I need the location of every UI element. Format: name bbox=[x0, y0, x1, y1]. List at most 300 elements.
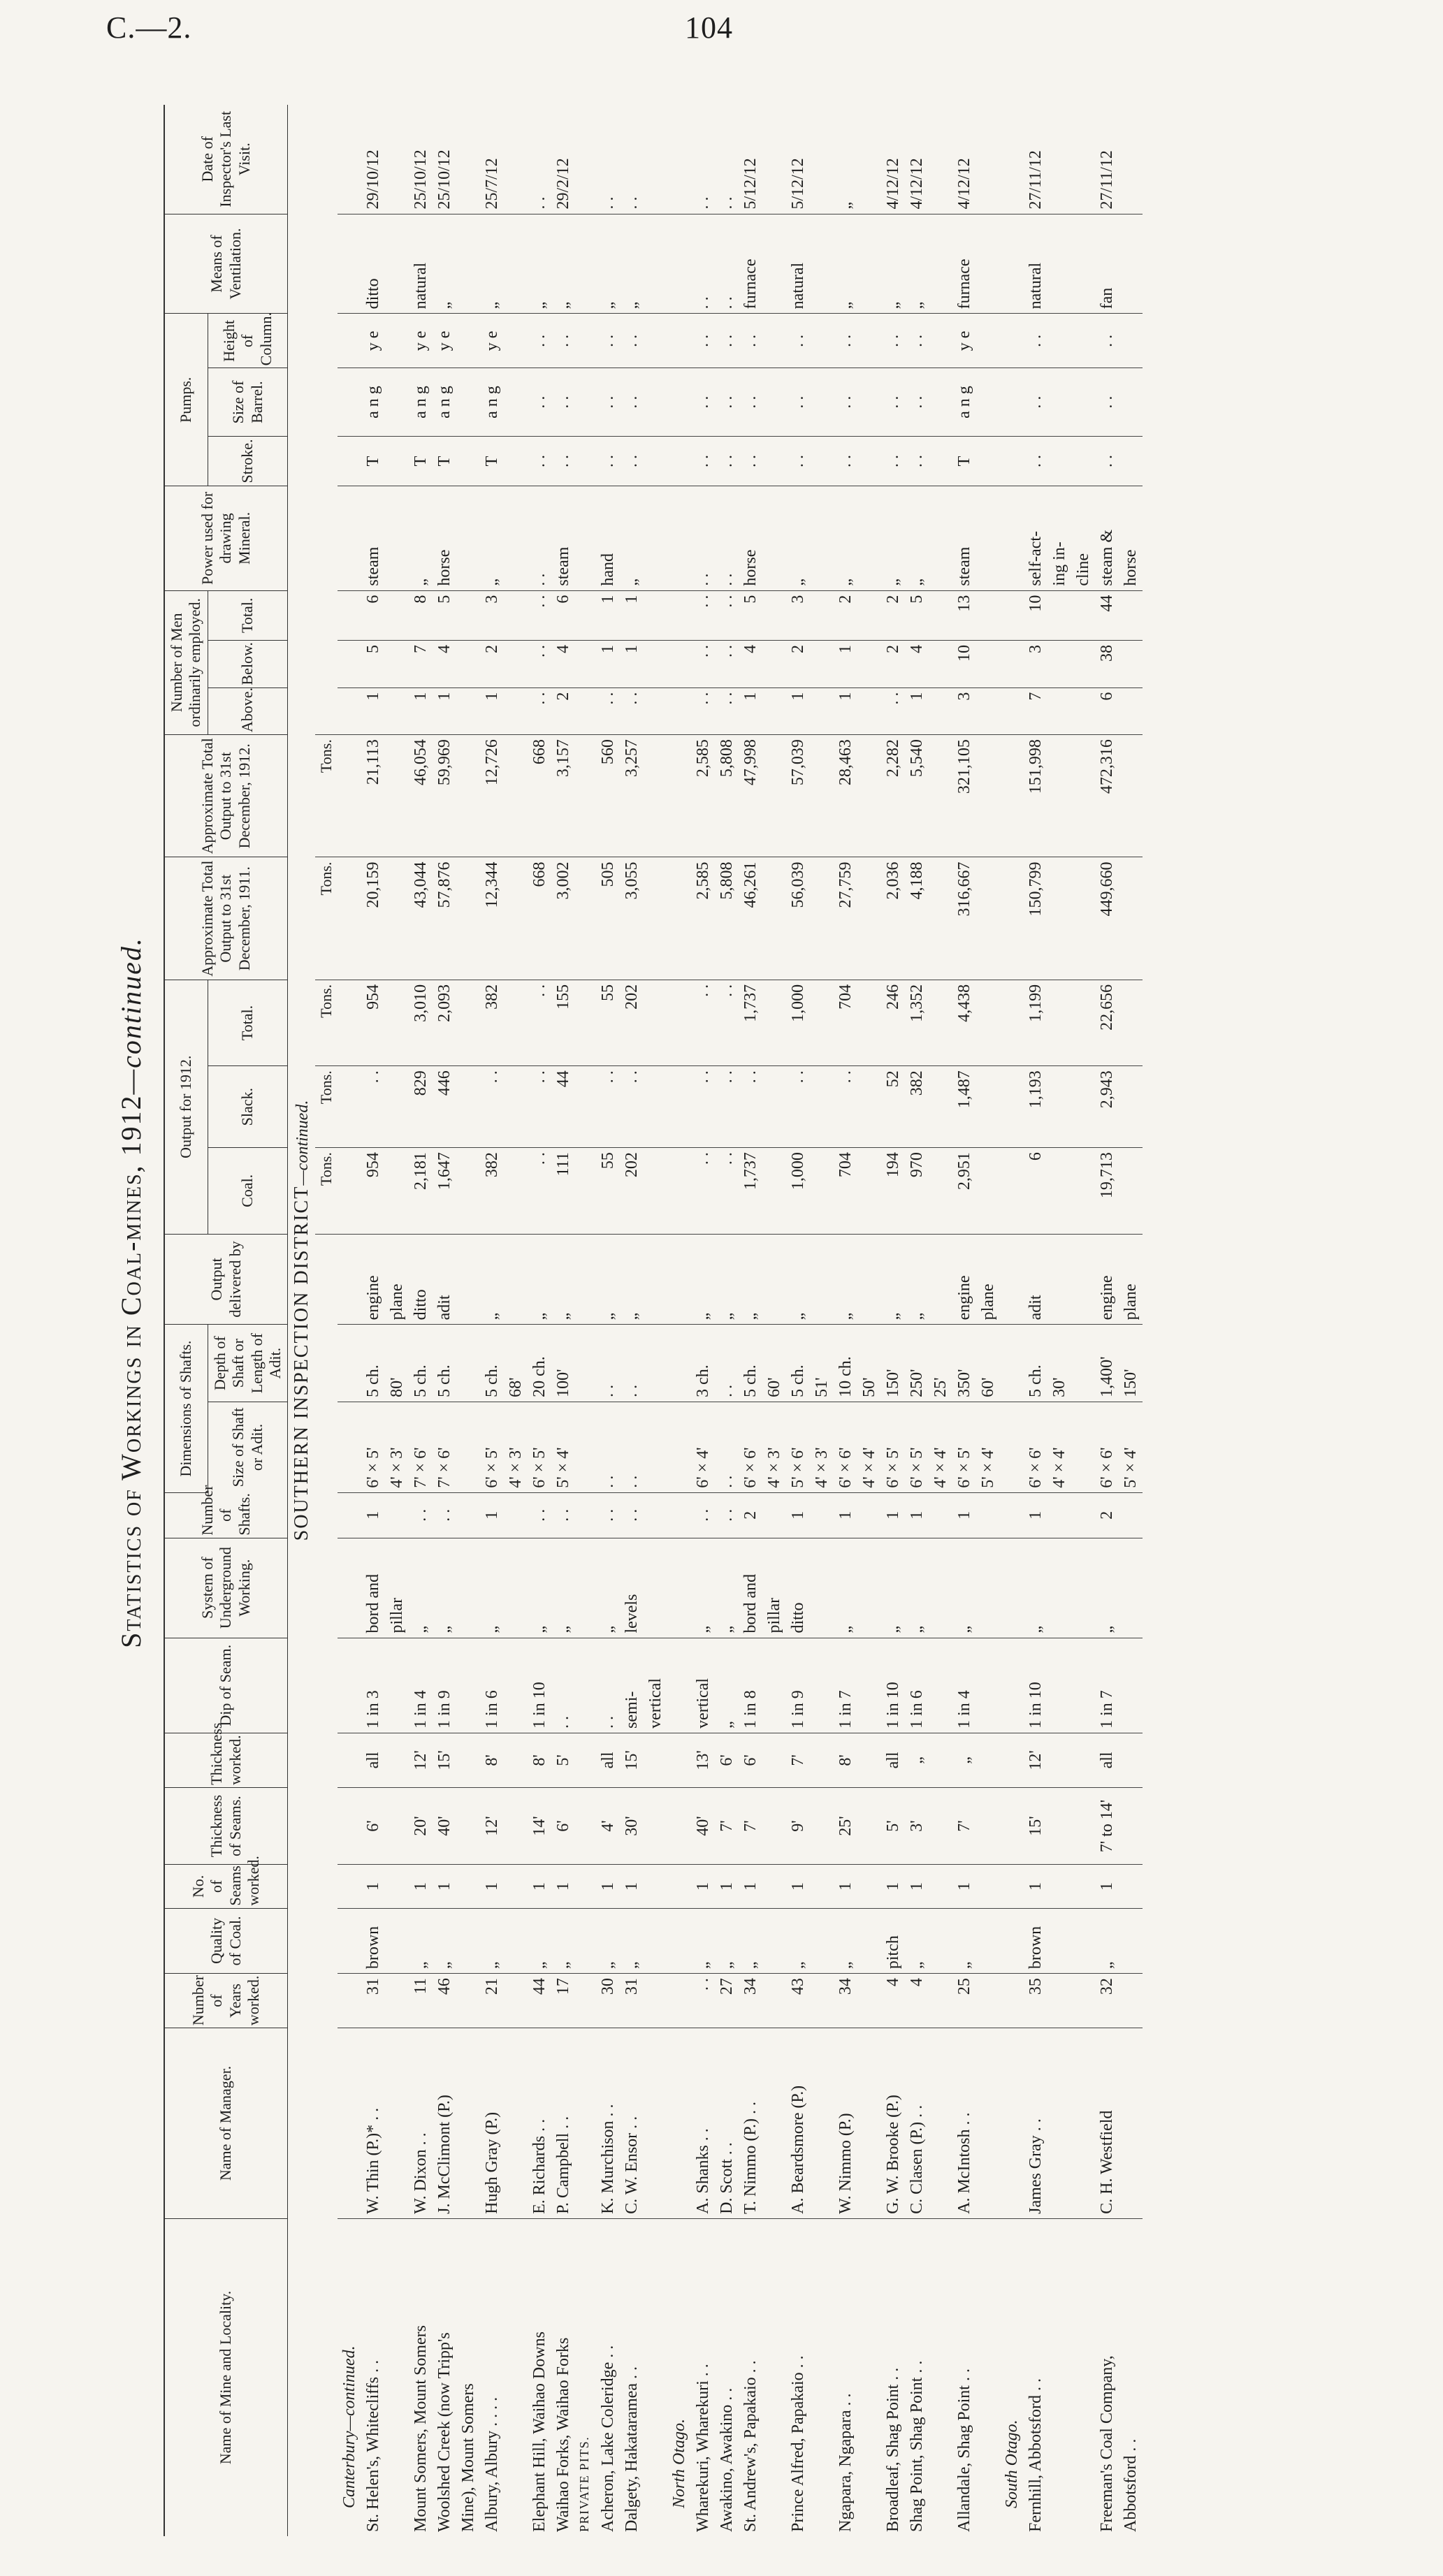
cell-years: 32 bbox=[1095, 1974, 1119, 2028]
cell-seams-worked: 1 bbox=[620, 1865, 644, 1908]
cell-visit: 27/11/12 bbox=[1095, 105, 1119, 214]
cell-thickness-seams: 20' bbox=[409, 1787, 433, 1864]
cell-thickness-seams bbox=[644, 1787, 667, 1864]
cell-quality bbox=[762, 1908, 786, 1974]
cell-delivered bbox=[810, 1234, 834, 1325]
cell-quality: „ bbox=[528, 1908, 551, 1974]
cell-men-total bbox=[1047, 590, 1071, 640]
table-row bbox=[786, 105, 810, 2536]
cell-thickness-worked: 13' bbox=[691, 1733, 715, 1787]
cell-coal bbox=[857, 1148, 881, 1234]
cell-mine-name: Prince Alfred, Papakaio . . bbox=[788, 2355, 807, 2532]
cell-mine-name: Broadleaf, Shag Point . . bbox=[883, 2367, 902, 2532]
cell-shafts: . . bbox=[596, 1492, 620, 1538]
cell-ventilation bbox=[762, 214, 786, 314]
empty-cell bbox=[575, 1974, 596, 2028]
cell-mine-name: Shag Point, Shag Point . . bbox=[907, 2360, 926, 2532]
cell-men-total: 6 bbox=[551, 590, 575, 640]
empty-cell bbox=[1000, 1234, 1024, 1325]
cell-stroke: . . bbox=[786, 436, 810, 486]
cell-above bbox=[504, 687, 528, 735]
cell-thickness-seams: 40' bbox=[433, 1787, 456, 1864]
empty-cell bbox=[575, 641, 596, 688]
col-shafts: Number of Shafts. bbox=[164, 1492, 288, 1538]
cell-power: cline bbox=[1071, 486, 1095, 590]
cell-above: . . bbox=[596, 687, 620, 735]
cell-barrel bbox=[762, 368, 786, 436]
cell-coal bbox=[456, 1148, 480, 1234]
table-row bbox=[810, 105, 834, 2536]
cell-out1912 bbox=[385, 735, 409, 857]
cell-shafts bbox=[810, 1492, 834, 1538]
table-row bbox=[1047, 105, 1071, 2536]
cell-seams-worked: 1 bbox=[905, 1865, 929, 1908]
cell-delivered: „ bbox=[905, 1234, 929, 1325]
cell-men-total: . . bbox=[691, 590, 715, 640]
cell-quality: „ bbox=[691, 1908, 715, 1974]
cell-slack: . . bbox=[739, 1066, 762, 1148]
cell-thickness-worked bbox=[504, 1733, 528, 1787]
cell-quality: pitch bbox=[881, 1908, 905, 1974]
cell-seams-worked: 1 bbox=[881, 1865, 905, 1908]
cell-thickness-seams bbox=[456, 1787, 480, 1864]
cell-mine-name: St. Helen's, Whitecliffs . . bbox=[363, 2359, 382, 2532]
empty-cell bbox=[667, 1787, 691, 1864]
cell-thickness-seams: 25' bbox=[834, 1787, 857, 1864]
cell-shafts: 1 bbox=[1024, 1492, 1047, 1538]
cell-stroke bbox=[929, 436, 952, 486]
cell-manager: James Gray . . bbox=[1024, 2028, 1047, 2219]
empty-cell bbox=[1000, 857, 1024, 980]
coal-mines-table bbox=[164, 105, 1143, 2536]
cell-visit bbox=[810, 105, 834, 214]
cell-shaft-depth: 5 ch. bbox=[480, 1325, 504, 1402]
cell-out1912 bbox=[456, 735, 480, 857]
table-row bbox=[952, 105, 976, 2536]
cell-system: „ bbox=[480, 1538, 504, 1638]
cell-barrel bbox=[810, 368, 834, 436]
cell-out1911: 316,667 bbox=[952, 857, 976, 980]
subheading-row bbox=[667, 105, 691, 2536]
cell-out1912: 12,726 bbox=[480, 735, 504, 857]
cell-above: 1 bbox=[361, 687, 385, 735]
cell-stroke: . . bbox=[1024, 436, 1047, 486]
cell-thickness-worked: 8' bbox=[528, 1733, 551, 1787]
cell-visit: 4/12/12 bbox=[881, 105, 905, 214]
cell-barrel bbox=[1119, 368, 1143, 436]
empty-cell bbox=[667, 2028, 691, 2219]
table-row bbox=[456, 105, 480, 2536]
cell-above: 1 bbox=[739, 687, 762, 735]
cell-slack: . . bbox=[715, 1066, 739, 1148]
col-seams-worked: No. of Seams worked. bbox=[164, 1865, 288, 1908]
subheading: PRIVATE PITS. bbox=[577, 2436, 591, 2532]
empty-cell bbox=[1000, 687, 1024, 735]
cell-below: . . bbox=[528, 641, 551, 688]
cell-thickness-worked: 15' bbox=[433, 1733, 456, 1787]
cell-seams-worked: 1 bbox=[1095, 1865, 1119, 1908]
cell-shaft-depth: . . bbox=[620, 1325, 644, 1402]
cell-dip bbox=[857, 1638, 881, 1733]
cell-column bbox=[976, 314, 1000, 368]
cell-barrel bbox=[644, 368, 667, 436]
cell-column: . . bbox=[1095, 314, 1119, 368]
cell-dip bbox=[762, 1638, 786, 1733]
cell-quality: „ bbox=[433, 1908, 456, 1974]
cell-shafts bbox=[456, 1492, 480, 1538]
cell-ventilation bbox=[929, 214, 952, 314]
cell-mine-name bbox=[857, 2218, 881, 2536]
cell-thickness-worked: all bbox=[596, 1733, 620, 1787]
cell-thickness-worked: 12' bbox=[409, 1733, 433, 1787]
cell-power bbox=[857, 486, 881, 590]
empty-cell bbox=[1000, 436, 1024, 486]
cell-column: . . bbox=[596, 314, 620, 368]
cell-visit bbox=[929, 105, 952, 214]
cell-system: bord and bbox=[739, 1538, 762, 1638]
cell-out1911 bbox=[976, 857, 1000, 980]
cell-above: . . bbox=[620, 687, 644, 735]
empty-cell bbox=[667, 486, 691, 590]
cell-system: bord and bbox=[361, 1538, 385, 1638]
cell-out1911: 57,876 bbox=[433, 857, 456, 980]
title-continued: —continued. bbox=[115, 937, 147, 1095]
empty-cell bbox=[667, 1638, 691, 1733]
empty-cell bbox=[575, 1325, 596, 1402]
cell-shaft-depth: 350' bbox=[952, 1325, 976, 1402]
cell-men-total bbox=[929, 590, 952, 640]
cell-visit: 4/12/12 bbox=[905, 105, 929, 214]
cell-out1911: 20,159 bbox=[361, 857, 385, 980]
cell-shaft-size: . . bbox=[715, 1402, 739, 1492]
cell-visit bbox=[976, 105, 1000, 214]
empty-cell bbox=[1000, 590, 1024, 640]
cell-quality bbox=[810, 1908, 834, 1974]
cell-shaft-depth: 5 ch. bbox=[786, 1325, 810, 1402]
cell-out1912: 321,105 bbox=[952, 735, 976, 857]
cell-thickness-seams: 15' bbox=[1024, 1787, 1047, 1864]
table-row bbox=[857, 105, 881, 2536]
cell-total: 246 bbox=[881, 980, 905, 1065]
cell-stroke: . . bbox=[551, 436, 575, 486]
cell-power: „ bbox=[786, 486, 810, 590]
cell-slack: 1,487 bbox=[952, 1066, 976, 1148]
cell-visit: . . bbox=[691, 105, 715, 214]
cell-shaft-size bbox=[1071, 1402, 1095, 1492]
cell-seams-worked bbox=[504, 1865, 528, 1908]
empty-cell bbox=[338, 2028, 361, 2219]
cell-shafts bbox=[1047, 1492, 1071, 1538]
cell-visit bbox=[385, 105, 409, 214]
cell-thickness-worked: 7' bbox=[786, 1733, 810, 1787]
cell-manager: W. Nimmo (P.) bbox=[834, 2028, 857, 2219]
empty-cell bbox=[667, 735, 691, 857]
empty-cell bbox=[338, 1538, 361, 1638]
empty-cell bbox=[575, 436, 596, 486]
cell-power bbox=[385, 486, 409, 590]
cell-below bbox=[976, 641, 1000, 688]
cell-ventilation: „ bbox=[528, 214, 551, 314]
cell-slack bbox=[857, 1066, 881, 1148]
cell-power: „ bbox=[480, 486, 504, 590]
cell-years: 21 bbox=[480, 1974, 504, 2028]
cell-system: „ bbox=[1024, 1538, 1047, 1638]
cell-barrel bbox=[1047, 368, 1071, 436]
empty-cell bbox=[338, 1234, 361, 1325]
cell-shafts: 2 bbox=[739, 1492, 762, 1538]
table-row bbox=[528, 105, 551, 2536]
cell-mine-name: Freeman's Coal Company, bbox=[1097, 2355, 1116, 2532]
cell-coal: 1,000 bbox=[786, 1148, 810, 1234]
cell-dip: 1 in 8 bbox=[739, 1638, 762, 1733]
units-row bbox=[315, 105, 338, 2536]
empty-cell bbox=[1000, 1492, 1024, 1538]
empty-cell bbox=[1000, 314, 1024, 368]
cell-coal bbox=[504, 1148, 528, 1234]
cell-men-total: 5 bbox=[739, 590, 762, 640]
cell-column bbox=[857, 314, 881, 368]
cell-coal: 2,951 bbox=[952, 1148, 976, 1234]
cell-column: y e bbox=[361, 314, 385, 368]
cell-mine-name bbox=[929, 2218, 952, 2536]
cell-out1911 bbox=[1071, 857, 1095, 980]
cell-stroke bbox=[976, 436, 1000, 486]
cell-dip bbox=[810, 1638, 834, 1733]
cell-above: 1 bbox=[786, 687, 810, 735]
cell-shafts: 2 bbox=[1095, 1492, 1119, 1538]
cell-barrel: . . bbox=[881, 368, 905, 436]
cell-thickness-seams: 7' to 14' bbox=[1095, 1787, 1119, 1864]
cell-delivered: adit bbox=[1024, 1234, 1047, 1325]
cell-delivered: engine bbox=[952, 1234, 976, 1325]
cell-shaft-depth: 150' bbox=[881, 1325, 905, 1402]
cell-shafts bbox=[857, 1492, 881, 1538]
cell-stroke bbox=[1047, 436, 1071, 486]
cell-shafts bbox=[1119, 1492, 1143, 1538]
empty-cell bbox=[1000, 486, 1024, 590]
cell-quality: „ bbox=[786, 1908, 810, 1974]
cell-visit: . . bbox=[528, 105, 551, 214]
cell-thickness-worked: „ bbox=[952, 1733, 976, 1787]
cell-quality: „ bbox=[834, 1908, 857, 1974]
cell-quality: „ bbox=[596, 1908, 620, 1974]
cell-barrel: . . bbox=[551, 368, 575, 436]
cell-out1912: 151,998 bbox=[1024, 735, 1047, 857]
cell-mine-name: Mine), Mount Somers bbox=[458, 2383, 477, 2532]
cell-stroke: T bbox=[480, 436, 504, 486]
cell-years bbox=[385, 1974, 409, 2028]
cell-dip: 1 in 7 bbox=[834, 1638, 857, 1733]
cell-ventilation bbox=[857, 214, 881, 314]
cell-out1912: 560 bbox=[596, 735, 620, 857]
col-size: Size of Shaft or Adit. bbox=[208, 1402, 288, 1492]
cell-thickness-seams bbox=[762, 1787, 786, 1864]
empty-cell bbox=[667, 1974, 691, 2028]
cell-below: 2 bbox=[480, 641, 504, 688]
cell-dip bbox=[1119, 1638, 1143, 1733]
cell-shafts bbox=[385, 1492, 409, 1538]
table-row bbox=[1071, 105, 1095, 2536]
cell-shaft-depth bbox=[1071, 1325, 1095, 1402]
cell-years bbox=[1047, 1974, 1071, 2028]
cell-out1911: 56,039 bbox=[786, 857, 810, 980]
empty-cell bbox=[338, 980, 361, 1065]
cell-quality: „ bbox=[952, 1908, 976, 1974]
cell-out1912: 59,969 bbox=[433, 735, 456, 857]
cell-seams-worked: 1 bbox=[786, 1865, 810, 1908]
cell-shaft-size: 4' × 3' bbox=[810, 1402, 834, 1492]
section-row bbox=[288, 105, 316, 2536]
empty-cell bbox=[575, 368, 596, 436]
cell-ventilation bbox=[810, 214, 834, 314]
cell-above: 1 bbox=[905, 687, 929, 735]
cell-column bbox=[1071, 314, 1095, 368]
cell-shaft-size: 6' × 5' bbox=[905, 1402, 929, 1492]
empty-cell bbox=[575, 486, 596, 590]
rotated-table-region bbox=[105, 49, 1419, 2536]
cell-years bbox=[857, 1974, 881, 2028]
empty-cell bbox=[1000, 641, 1024, 688]
cell-mine-name: Fernhill, Abbotsford . . bbox=[1026, 2378, 1045, 2532]
cell-ventilation: „ bbox=[596, 214, 620, 314]
cell-men-total: 1 bbox=[596, 590, 620, 640]
cell-men-total: . . bbox=[528, 590, 551, 640]
cell-below bbox=[929, 641, 952, 688]
cell-quality bbox=[1047, 1908, 1071, 1974]
cell-mine-name bbox=[810, 2218, 834, 2536]
cell-shaft-size: 7' × 6' bbox=[433, 1402, 456, 1492]
empty-cell bbox=[667, 1908, 691, 1974]
cell-mine-name bbox=[385, 2218, 409, 2536]
cell-slack: . . bbox=[361, 1066, 385, 1148]
cell-column: . . bbox=[715, 314, 739, 368]
cell-manager: C. W. Ensor . . bbox=[620, 2028, 644, 2219]
cell-coal bbox=[1071, 1148, 1095, 1234]
empty-cell bbox=[667, 1733, 691, 1787]
cell-system bbox=[1047, 1538, 1071, 1638]
empty-cell bbox=[338, 1787, 361, 1864]
cell-shaft-depth bbox=[644, 1325, 667, 1402]
cell-quality: „ bbox=[480, 1908, 504, 1974]
cell-column: . . bbox=[1024, 314, 1047, 368]
cell-out1912 bbox=[976, 735, 1000, 857]
cell-thickness-seams bbox=[385, 1787, 409, 1864]
cell-shafts: . . bbox=[409, 1492, 433, 1538]
cell-out1911: 12,344 bbox=[480, 857, 504, 980]
cell-mine-name bbox=[1071, 2218, 1095, 2536]
cell-mine-name: Awakino, Awakino . . bbox=[717, 2387, 736, 2532]
cell-above: . . bbox=[528, 687, 551, 735]
cell-quality bbox=[976, 1908, 1000, 1974]
cell-thickness-worked: 5' bbox=[551, 1733, 575, 1787]
cell-seams-worked bbox=[857, 1865, 881, 1908]
col-years: Number of Years worked. bbox=[164, 1974, 288, 2028]
cell-total: 704 bbox=[834, 980, 857, 1065]
cell-slack bbox=[976, 1066, 1000, 1148]
cell-delivered: „ bbox=[528, 1234, 551, 1325]
cell-seams-worked bbox=[385, 1865, 409, 1908]
cell-system: „ bbox=[528, 1538, 551, 1638]
cell-manager: T. Nimmo (P.) . . bbox=[739, 2028, 762, 2219]
cell-barrel bbox=[456, 368, 480, 436]
cell-mine-name: Wharekuri, Wharekuri . . bbox=[693, 2364, 712, 2532]
cell-slack: 382 bbox=[905, 1066, 929, 1148]
empty-cell bbox=[338, 368, 361, 436]
cell-ventilation: „ bbox=[551, 214, 575, 314]
cell-ventilation: natural bbox=[409, 214, 433, 314]
page-reference: C.—2. bbox=[106, 10, 192, 45]
empty-cell bbox=[338, 1148, 361, 1234]
empty-cell bbox=[667, 641, 691, 688]
cell-coal: 111 bbox=[551, 1148, 575, 1234]
cell-power: . . bbox=[715, 486, 739, 590]
cell-stroke bbox=[1119, 436, 1143, 486]
empty-cell bbox=[667, 1865, 691, 1908]
cell-men-total: . . bbox=[715, 590, 739, 640]
cell-system: „ bbox=[409, 1538, 433, 1638]
cell-shaft-depth: 25' bbox=[929, 1325, 952, 1402]
cell-stroke: . . bbox=[1095, 436, 1119, 486]
cell-dip: 1 in 10 bbox=[1024, 1638, 1047, 1733]
cell-thickness-worked: 12' bbox=[1024, 1733, 1047, 1787]
empty-cell bbox=[338, 1492, 361, 1538]
cell-out1912: 28,463 bbox=[834, 735, 857, 857]
cell-visit bbox=[762, 105, 786, 214]
cell-total bbox=[1119, 980, 1143, 1065]
cell-visit: . . bbox=[596, 105, 620, 214]
cell-men-total bbox=[810, 590, 834, 640]
col-below: Below. bbox=[208, 641, 288, 688]
cell-shafts: . . bbox=[528, 1492, 551, 1538]
subheading-row bbox=[575, 105, 596, 2536]
cell-quality bbox=[1119, 1908, 1143, 1974]
cell-ventilation: fan bbox=[1095, 214, 1119, 314]
cell-seams-worked bbox=[976, 1865, 1000, 1908]
cell-men-total bbox=[1119, 590, 1143, 640]
col-barrel: Size of Barrel. bbox=[208, 368, 288, 436]
cell-coal bbox=[1047, 1148, 1071, 1234]
cell-out1912: 5,540 bbox=[905, 735, 929, 857]
cell-quality: „ bbox=[620, 1908, 644, 1974]
cell-below: 2 bbox=[786, 641, 810, 688]
cell-dip: vertical bbox=[691, 1638, 715, 1733]
cell-out1911: 150,799 bbox=[1024, 857, 1047, 980]
cell-men-total: 8 bbox=[409, 590, 433, 640]
empty-cell bbox=[575, 735, 596, 857]
cell-above bbox=[1047, 687, 1071, 735]
cell-out1912 bbox=[762, 735, 786, 857]
cell-barrel: . . bbox=[739, 368, 762, 436]
cell-years: 31 bbox=[361, 1974, 385, 2028]
cell-thickness-seams: 5' bbox=[881, 1787, 905, 1864]
cell-ventilation bbox=[1047, 214, 1071, 314]
cell-total: 3,010 bbox=[409, 980, 433, 1065]
cell-barrel bbox=[504, 368, 528, 436]
col-dimensions: Dimensions of Shafts. bbox=[164, 1325, 208, 1492]
cell-years: 46 bbox=[433, 1974, 456, 2028]
empty-cell bbox=[575, 1787, 596, 1864]
cell-coal bbox=[1119, 1148, 1143, 1234]
cell-out1911: 43,044 bbox=[409, 857, 433, 980]
cell-quality: „ bbox=[715, 1908, 739, 1974]
table-row bbox=[361, 105, 385, 2536]
cell-thickness-worked bbox=[810, 1733, 834, 1787]
cell-shaft-depth: 10 ch. bbox=[834, 1325, 857, 1402]
empty-cell bbox=[338, 214, 361, 314]
col-depth: Depth of Shaft or Length of Adit. bbox=[208, 1325, 288, 1402]
cell-delivered: „ bbox=[691, 1234, 715, 1325]
cell-manager: E. Richards . . bbox=[528, 2028, 551, 2219]
